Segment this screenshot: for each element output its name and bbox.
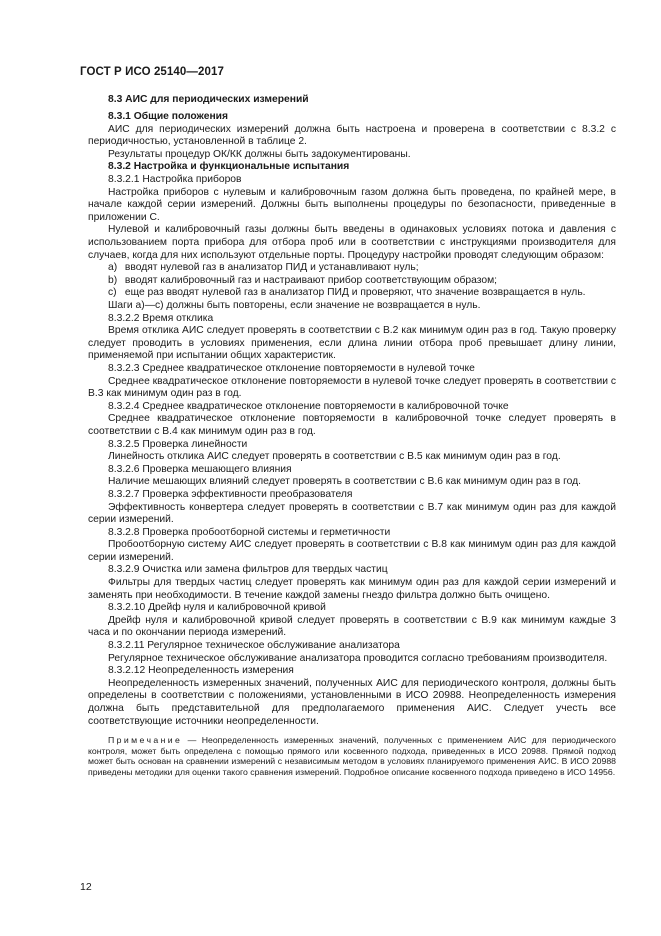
paragraph: Дрейф нуля и калибровочной кривой следует проверять в соответствии с В.9 как минимум каждые 3 часа и по окончании периода измерений. bbox=[88, 614, 616, 639]
heading-8-3-2-9: 8.3.2.9 Очистка или замена фильтров для твердых частиц bbox=[108, 564, 388, 576]
heading-8-3-2-4: 8.3.2.4 Среднее квадратическое отклонение повторяемости в калибровочной точке bbox=[108, 400, 509, 412]
note-text: — Неопределенность измеренных значений, полученных с применением АИС для периодического контроля, может быть определена с помощью прямого или косвенного подхода, приведенных в ИСО 20988. Прямой подход может быть основан на сравнении измерений с независимым методом в условиях планируемого применения АИС. В ИСО 20988 приведены методики для оценки такого сравнения измерений. Подробное описание косвенного подхода приведено в ИСО 14956. bbox=[88, 735, 616, 777]
heading-8-3-2-10: 8.3.2.10 Дрейф нуля и калибровочной кривой bbox=[108, 602, 326, 614]
heading-8-3-2-8: 8.3.2.8 Проверка пробоотборной системы и герметичности bbox=[108, 526, 391, 538]
heading-8-3-2-1: 8.3.2.1 Настройка приборов bbox=[108, 174, 242, 186]
paragraph: Эффективность конвертера следует проверять в соответствии с В.7 как минимум один раз для каждой серии измерений. bbox=[88, 501, 616, 526]
list-item bbox=[108, 287, 616, 300]
note bbox=[88, 735, 616, 777]
list-item-label: a) bbox=[108, 262, 118, 274]
list-item-label: b) bbox=[108, 274, 118, 286]
heading-8-3-2-11: 8.3.2.11 Регулярное техническое обслуживание анализатора bbox=[108, 640, 400, 652]
page-number: 12 bbox=[80, 881, 92, 893]
list-item-text: вводят калибровочный газ и настраивают прибор соответствующим образом; bbox=[124, 274, 498, 286]
paragraph: Фильтры для твердых частиц следует проверять как минимум один раз для каждой серии измерений и заменять при необходимости. В течение каждой замены гнездо фильтра должно быть очищено. bbox=[88, 577, 616, 601]
paragraph: АИС для периодических измерений должна быть настроена и проверена в соответствии с 8.3.2 с периодичностью, установленной в таблице 2. bbox=[88, 123, 616, 148]
heading-8-3-2-3: 8.3.2.3 Среднее квадратическое отклонение повторяемости в нулевой точке bbox=[108, 362, 475, 374]
heading-8-3-2: 8.3.2 Настройка и функциональные испытания bbox=[108, 161, 350, 173]
paragraph: Регулярное техническое обслуживание анализатора проводится согласно требованиям производителя. bbox=[108, 652, 608, 664]
paragraph: Среднее квадратическое отклонение повторяемости в калибровочной точке следует проверять в соответствии с В.4 как минимум один раз в год. bbox=[88, 413, 616, 437]
list-item-label: c) bbox=[108, 287, 117, 299]
list-item-text: вводят нулевой газ в анализатор ПИД и устанавливают нуль; bbox=[124, 262, 419, 274]
heading-8-3-2-5: 8.3.2.5 Проверка линейности bbox=[108, 438, 248, 450]
heading-8-3: 8.3 АИС для периодических измерений bbox=[108, 94, 309, 105]
paragraph: Пробоотборную систему АИС следует проверять в соответствии с В.8 как минимум один раз для каждой серии измерений. bbox=[88, 539, 616, 563]
paragraph: Время отклика АИС следует проверять в соответствии с В.2 как минимум один раз в год. Такую проверку следует проводить в условиях применения, если длина линии отбора проб превышает длину линии, применяемой при испытании общих характеристик. bbox=[88, 325, 616, 362]
document-header: ГОСТ Р ИСО 25140—2017 bbox=[80, 66, 225, 78]
procedure-list bbox=[88, 262, 616, 300]
paragraph: Наличие мешающих влияний следует проверять в соответствии с В.6 как минимум один раз в год. bbox=[108, 476, 582, 488]
paragraph: Нулевой и калибровочный газы должны быть введены в одинаковых условиях потока и давления с использованием порта прибора для отбора проб или в соответствии с инструкциями производителя для случаев, когда для них используют отдельные порты. Процедуру настройки проводят следующим образом: bbox=[88, 224, 616, 261]
heading-8-3-2-2: 8.3.2.2 Время отклика bbox=[108, 312, 214, 324]
paragraph: Неопределенность измеренных значений, полученных АИС для периодического контроля, должны быть определены в соответствии с положениями, установленными в ИСО 20988. Неопределенность измерения должна быть представительной для предполагаемого применения АИС. Следует учесть все соответствующие источники неопределенности. bbox=[88, 677, 616, 727]
heading-8-3-2-6: 8.3.2.6 Проверка мешающего влияния bbox=[108, 463, 292, 475]
paragraph: Результаты процедур ОК/КК должны быть задокументированы. bbox=[108, 148, 411, 160]
page-content bbox=[88, 94, 616, 786]
heading-8-3-2-12: 8.3.2.12 Неопределенность измерения bbox=[108, 665, 294, 677]
list-item-text: еще раз вводят нулевой газ в анализатор ПИД и проверяют, что значение возвращается в нуль. bbox=[124, 287, 586, 299]
paragraph: Шаги а)—с) должны быть повторены, если значение не возвращается в нуль. bbox=[108, 300, 481, 311]
heading-8-3-2-7: 8.3.2.7 Проверка эффективности преобразователя bbox=[108, 488, 353, 500]
note-label: Примечание bbox=[108, 735, 183, 746]
paragraph: Среднее квадратическое отклонение повторяемости в нулевой точке следует проверять в соответствии с В.3 как минимум один раз в год. bbox=[88, 375, 616, 400]
heading-8-3-1: 8.3.1 Общие положения bbox=[108, 111, 228, 123]
paragraph: Линейность отклика АИС следует проверять в соответствии с В.5 как минимум один раз в год. bbox=[108, 451, 561, 463]
list-item bbox=[108, 262, 616, 275]
list-item bbox=[108, 275, 616, 288]
paragraph: Настройка приборов с нулевым и калибровочным газом должна быть проведена, по крайней мере, в начале каждой серии измерений. Должны быть выполнены процедуры по безопасности, приведенные в приложении С. bbox=[88, 186, 616, 223]
